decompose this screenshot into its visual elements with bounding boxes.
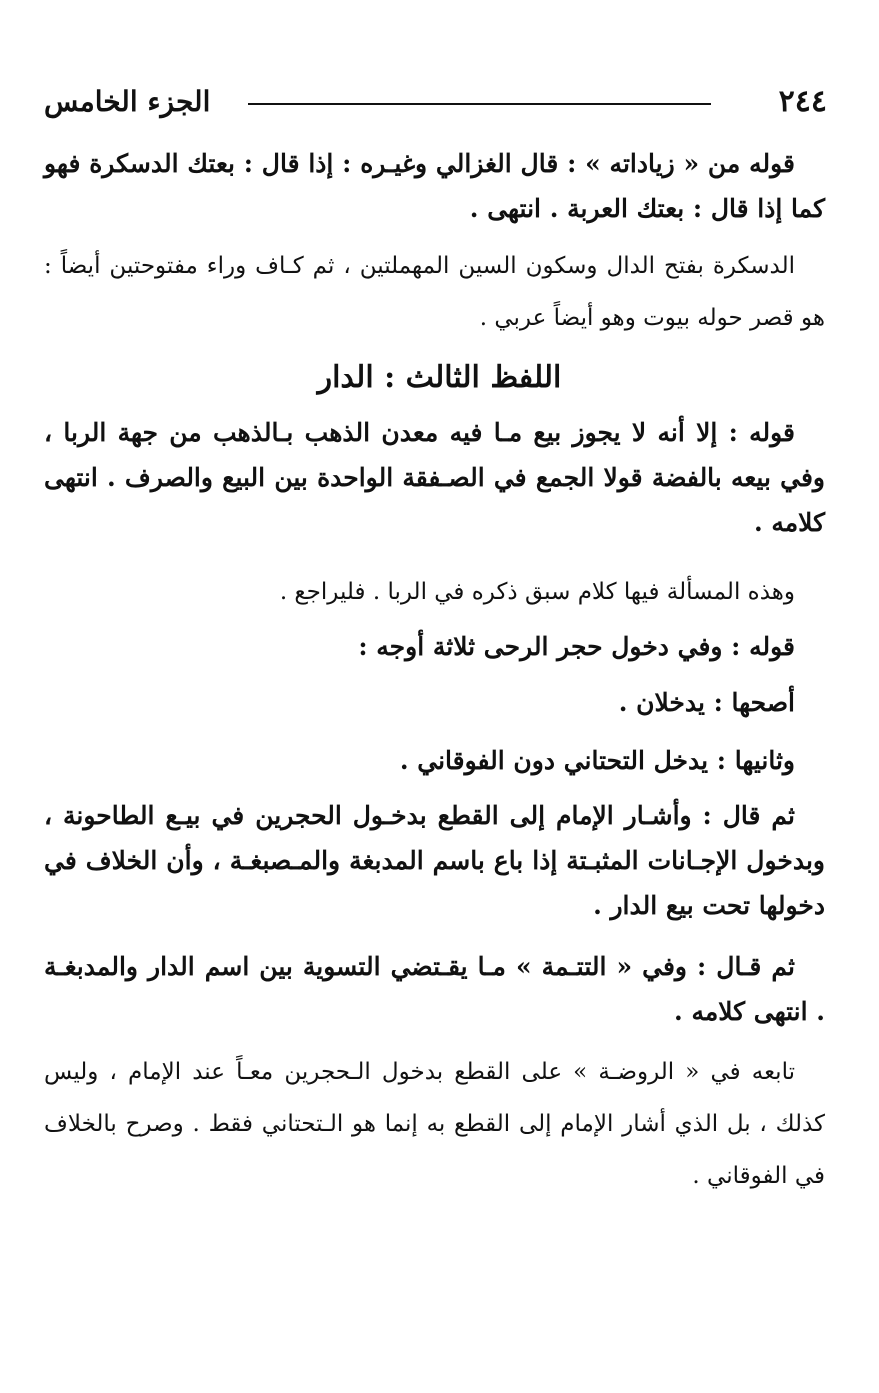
paragraph-quote-5: وثانيها : يدخل التحتاني دون الفوقاني . [399, 746, 795, 775]
paragraph-quote-6: ثم قال : وأشـار الإمام إلى القطع بدخـول الحجرين في بيـع الطاحونة ، وبدخول الإجـانات المثبـتة إذا باع باسم المدبغة والمـصبغـة ، وأن الخلاف في دخولها تحت بيع الدار . [44, 801, 825, 920]
paragraph-quote-3: قوله : وفي دخول حجر الرحى ثلاثة أوجه : [358, 632, 795, 661]
paragraph-quote-4: أصحها : يدخلان . [618, 688, 795, 717]
paragraph-commentary-1: الدسكرة بفتح الدال وسكون السين المهملتين ، ثم كـاف وراء مفتوحتين أيضاً : هو قصر حوله بيوت وهو أيضاً عربي . [44, 253, 825, 331]
running-title: الجزء الخامس [44, 85, 211, 118]
paragraph-commentary-3: تابعه في « الروضـة » على القطع بدخول الـحجرين معـاً عند الإمام ، وليس كذلك ، بل الذي أشار الإمام إلى القطع به إنما هو الـتحتاني فقط . وصرح بالخلاف في الفوقاني . [44, 1059, 825, 1189]
header-rule [248, 103, 711, 105]
paragraph-quote-1: قوله من « زياداته » : قال الغزالي وغيـره : إذا قال : بعتك الدسكرة فهو كما إذا قال : بعتك العربة . انتهى . [44, 149, 825, 223]
section-heading: اللفظ الثالث : الدار [317, 360, 562, 395]
paragraph-quote-7: ثم قـال : وفي « التتـمة » مـا يقـتضي التسوية بين اسم الدار والمدبغـة . انتهى كلامه . [44, 952, 825, 1026]
page-number: ٢٤٤ [778, 84, 827, 119]
paragraph-quote-2: قوله : إلا أنه لا يجوز بيع مـا فيه معدن الذهب بـالذهب من جهة الربا ، وفي بيعه بالفضة قولا الجمع في الصـفقة الواحدة بين البيع والصرف . انتهى كلامه . [44, 418, 825, 537]
page-header [44, 82, 827, 122]
paragraph-commentary-2: وهذه المسألة فيها كلام سبق ذكره في الربا . فليراجع . [279, 579, 795, 605]
